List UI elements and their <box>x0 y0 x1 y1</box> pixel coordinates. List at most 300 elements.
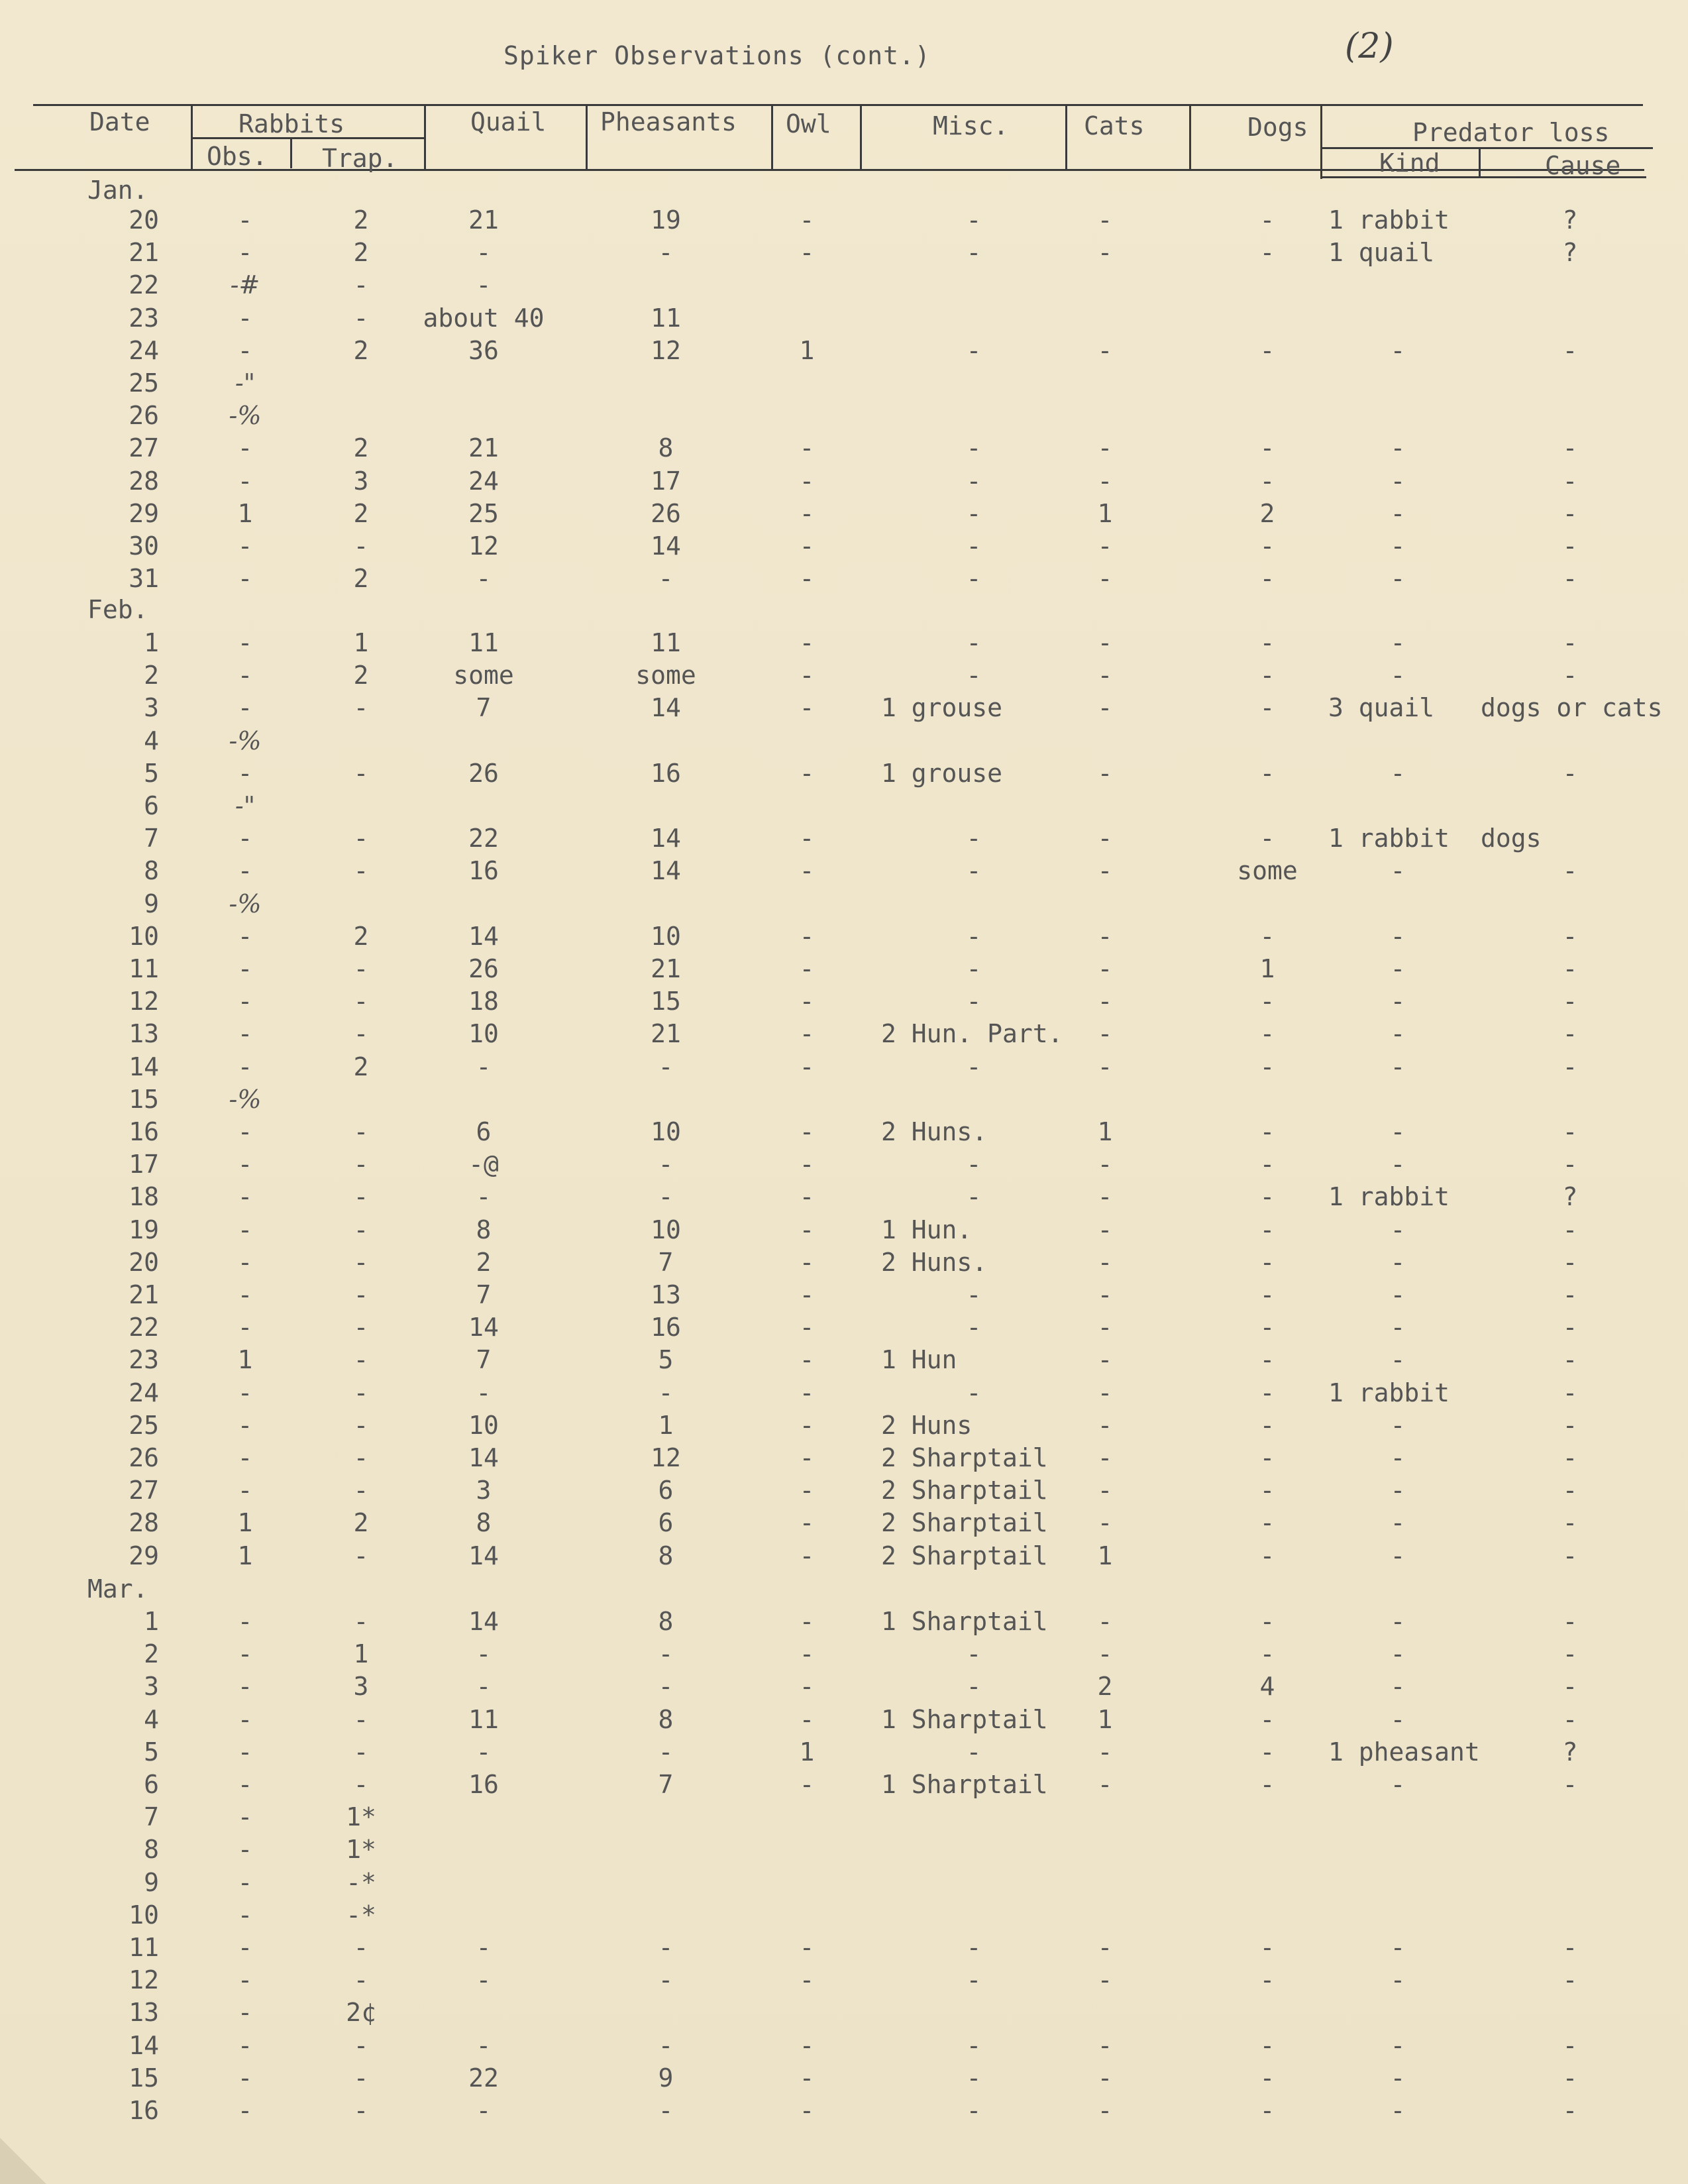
cell-cause: - <box>1562 758 1578 788</box>
cell-quail: - <box>476 1737 492 1767</box>
col-divider-1 <box>191 106 193 170</box>
cell-quail: 18 <box>468 987 499 1016</box>
cell-owl: - <box>799 1215 815 1244</box>
row-date: 25 <box>129 368 159 398</box>
cell-trap: 2 <box>353 661 369 690</box>
cell-dogs: - <box>1259 1443 1275 1472</box>
row-date: 25 <box>129 1410 159 1440</box>
cell-cats: - <box>1097 824 1113 853</box>
cell-owl: - <box>799 1247 815 1277</box>
row-date: 10 <box>129 1900 159 1930</box>
cell-owl: - <box>799 1639 815 1669</box>
cell-trap: - <box>353 1476 369 1505</box>
header-rabbits: Rabbits <box>238 109 345 138</box>
cell-kind: - <box>1390 1313 1406 1342</box>
row-date: 13 <box>129 1998 159 2028</box>
cell-phea: 8 <box>658 433 674 463</box>
cell-quail: - <box>476 238 492 268</box>
cell-trap: -* <box>346 1900 376 1930</box>
cell-phea: - <box>658 1150 674 1179</box>
cell-cause: dogs or cats <box>1481 693 1663 723</box>
cell-dogs: - <box>1259 564 1275 594</box>
cell-phea: 16 <box>651 1313 681 1342</box>
cell-quail: 3 <box>476 1476 492 1505</box>
cell-dogs: - <box>1259 531 1275 561</box>
cell-owl: - <box>799 1965 815 1995</box>
cell-trap: - <box>353 531 369 561</box>
cell-trap: - <box>353 2096 369 2125</box>
cell-phea: 21 <box>651 1019 681 1049</box>
row-date: 4 <box>144 1704 159 1734</box>
col-divider-8 <box>1320 106 1322 179</box>
cell-dogs: - <box>1259 693 1275 723</box>
cell-trap: 2 <box>353 1052 369 1081</box>
cell-cats: - <box>1097 1247 1113 1277</box>
header-kind: Kind <box>1379 148 1440 178</box>
cell-quail: - <box>476 2096 492 2125</box>
cell-kind: - <box>1390 628 1406 657</box>
cell-misc: 1 Sharptail <box>881 1704 1048 1734</box>
cell-kind: 1 rabbit <box>1328 824 1450 853</box>
cell-misc: 2 Hun. Part. <box>881 1019 1063 1049</box>
cell-cause: - <box>1562 1541 1578 1570</box>
cell-misc: - <box>966 1052 982 1081</box>
cell-quail: some <box>453 661 514 690</box>
cell-trap: - <box>353 758 369 788</box>
cell-owl: - <box>799 1117 815 1146</box>
cell-cause: - <box>1562 954 1578 983</box>
row-date: 28 <box>129 466 159 496</box>
cell-cause: - <box>1562 2096 1578 2125</box>
cell-phea: - <box>658 2096 674 2125</box>
row-date: 6 <box>144 1770 159 1799</box>
cell-misc: 1 grouse <box>881 758 1003 788</box>
cell-obs: - <box>237 1117 253 1146</box>
cell-quail: 14 <box>468 1541 499 1570</box>
cell-cats: - <box>1097 1770 1113 1799</box>
row-date: 6 <box>144 791 159 820</box>
cell-phea: 9 <box>658 2063 674 2093</box>
cell-quail: - <box>476 1672 492 1702</box>
cell-phea: 8 <box>658 1704 674 1734</box>
cell-dogs: 4 <box>1259 1672 1275 1702</box>
cell-cats: 1 <box>1097 498 1113 528</box>
header-predator-loss: Predator loss <box>1412 118 1610 147</box>
cell-kind: - <box>1390 1639 1406 1669</box>
cell-misc: - <box>966 466 982 496</box>
cell-misc: - <box>966 1313 982 1342</box>
cell-cause: - <box>1562 1443 1578 1472</box>
cell-trap: - <box>353 1410 369 1440</box>
month-label-mar: Mar. <box>87 1574 148 1604</box>
cell-quail: - <box>476 1052 492 1081</box>
cell-dogs: 1 <box>1259 954 1275 983</box>
cell-obs: -" <box>235 791 256 820</box>
cell-cause: - <box>1562 498 1578 528</box>
cell-cats: - <box>1097 1639 1113 1669</box>
cell-dogs: - <box>1259 1215 1275 1244</box>
cell-kind: - <box>1390 1215 1406 1244</box>
cell-kind: - <box>1390 1019 1406 1049</box>
cell-kind: 1 pheasant <box>1328 1737 1480 1767</box>
cell-obs: - <box>237 1443 253 1472</box>
row-date: 31 <box>129 564 159 594</box>
cell-misc: - <box>966 661 982 690</box>
cell-cause: - <box>1562 1117 1578 1146</box>
cell-phea: 6 <box>658 1476 674 1505</box>
cell-obs: -" <box>235 368 256 398</box>
cell-phea: - <box>658 1933 674 1962</box>
cell-obs: - <box>237 2030 253 2060</box>
row-date: 15 <box>129 1084 159 1114</box>
cell-misc: - <box>966 921 982 951</box>
cell-obs: 1 <box>237 498 253 528</box>
cell-quail: - <box>476 1933 492 1962</box>
header-misc: Misc. <box>933 111 1009 140</box>
cell-obs: - <box>237 433 253 463</box>
cell-dogs: - <box>1259 1313 1275 1342</box>
row-date: 18 <box>129 1182 159 1212</box>
cell-kind: - <box>1390 335 1406 365</box>
row-date: 5 <box>144 1737 159 1767</box>
col-divider-predator-sub <box>1479 148 1481 178</box>
cell-quail: - <box>476 1639 492 1669</box>
cell-dogs: - <box>1259 2096 1275 2125</box>
row-date: 29 <box>129 498 159 528</box>
cell-owl: - <box>799 1182 815 1212</box>
cell-obs: - <box>237 335 253 365</box>
cell-phea: 19 <box>651 205 681 235</box>
cell-obs: - <box>237 1770 253 1799</box>
cell-obs: - <box>237 564 253 594</box>
cell-trap: 2 <box>353 564 369 594</box>
cell-cause: - <box>1562 1965 1578 1995</box>
cell-quail: 7 <box>476 1280 492 1309</box>
cell-trap: 2 <box>353 498 369 528</box>
cell-owl: - <box>799 531 815 561</box>
cell-kind: 1 rabbit <box>1328 205 1450 235</box>
cell-dogs: - <box>1259 628 1275 657</box>
cell-cats: - <box>1097 1313 1113 1342</box>
cell-dogs: - <box>1259 758 1275 788</box>
cell-trap: 1* <box>346 1802 376 1832</box>
cell-cats: 2 <box>1097 1672 1113 1702</box>
header-pheasants: Pheasants <box>600 107 737 136</box>
cell-phea: some <box>635 661 696 690</box>
col-divider-6 <box>1065 106 1067 170</box>
cell-kind: - <box>1390 1965 1406 1995</box>
cell-kind: - <box>1390 1770 1406 1799</box>
cell-owl: - <box>799 205 815 235</box>
cell-quail: -@ <box>468 1150 499 1179</box>
cell-kind: 1 quail <box>1328 238 1435 268</box>
cell-quail: 16 <box>468 1770 499 1799</box>
cell-quail: 12 <box>468 531 499 561</box>
cell-cause: - <box>1562 1508 1578 1538</box>
cell-trap: 3 <box>353 466 369 496</box>
header-cats: Cats <box>1084 111 1145 140</box>
cell-quail: 22 <box>468 2063 499 2093</box>
cell-dogs: - <box>1259 1280 1275 1309</box>
cell-quail: - <box>476 270 492 300</box>
cell-cause: - <box>1562 1672 1578 1702</box>
row-date: 27 <box>129 433 159 463</box>
cell-misc: 1 Sharptail <box>881 1770 1048 1799</box>
cell-trap: -* <box>346 1867 376 1897</box>
cell-trap: - <box>353 1117 369 1146</box>
cell-cause: - <box>1562 1215 1578 1244</box>
cell-trap: - <box>353 1965 369 1995</box>
cell-phea: - <box>658 1052 674 1081</box>
cell-kind: - <box>1390 564 1406 594</box>
cell-kind: - <box>1390 498 1406 528</box>
cell-quail: 14 <box>468 1607 499 1636</box>
col-divider-5 <box>860 106 862 170</box>
cell-misc: - <box>966 1280 982 1309</box>
cell-owl: - <box>799 954 815 983</box>
cell-dogs: - <box>1259 1704 1275 1734</box>
cell-cause: - <box>1562 1313 1578 1342</box>
cell-trap: - <box>353 2063 369 2093</box>
row-date: 7 <box>144 1802 159 1832</box>
cell-misc: - <box>966 1672 982 1702</box>
row-date: 15 <box>129 2063 159 2093</box>
cell-trap: 2 <box>353 1508 369 1538</box>
page-title: Spiker Observations (cont.) <box>503 41 931 70</box>
cell-cats: - <box>1097 954 1113 983</box>
row-date: 20 <box>129 1247 159 1277</box>
row-date: 26 <box>129 401 159 431</box>
header-dogs: Dogs <box>1247 113 1308 142</box>
row-date: 19 <box>129 1215 159 1244</box>
cell-phea: 26 <box>651 498 681 528</box>
cell-misc: - <box>966 1182 982 1212</box>
cell-phea: 8 <box>658 1607 674 1636</box>
cell-quail: 14 <box>468 921 499 951</box>
cell-obs: -% <box>229 726 262 755</box>
cell-owl: - <box>799 466 815 496</box>
cell-cause: - <box>1562 1247 1578 1277</box>
row-date: 22 <box>129 1313 159 1342</box>
cell-misc: - <box>966 1150 982 1179</box>
cell-obs: - <box>237 531 253 561</box>
cell-owl: - <box>799 921 815 951</box>
row-date: 8 <box>144 856 159 886</box>
cell-trap: - <box>353 1933 369 1962</box>
cell-kind: - <box>1390 954 1406 983</box>
cell-quail: - <box>476 2030 492 2060</box>
cell-trap: 2 <box>353 335 369 365</box>
cell-owl: - <box>799 1280 815 1309</box>
cell-cats: - <box>1097 238 1113 268</box>
cell-cats: - <box>1097 1737 1113 1767</box>
cell-owl: - <box>799 1150 815 1179</box>
cell-obs: - <box>237 1704 253 1734</box>
cell-quail: 11 <box>468 1704 499 1734</box>
cell-kind: - <box>1390 1508 1406 1538</box>
cell-trap: - <box>353 1737 369 1767</box>
cell-phea: 7 <box>658 1247 674 1277</box>
cell-trap: - <box>353 987 369 1016</box>
cell-misc: - <box>966 498 982 528</box>
cell-obs: - <box>237 954 253 983</box>
cell-cats: - <box>1097 2096 1113 2125</box>
cell-obs: - <box>237 693 253 723</box>
cell-quail: 26 <box>468 954 499 983</box>
cell-phea: 12 <box>651 335 681 365</box>
cell-trap: - <box>353 1607 369 1636</box>
cell-cause: - <box>1562 1704 1578 1734</box>
col-divider-3 <box>586 106 588 170</box>
cell-phea: - <box>658 238 674 268</box>
cell-misc: - <box>966 987 982 1016</box>
cell-kind: - <box>1390 1933 1406 1962</box>
cell-trap: 3 <box>353 1672 369 1702</box>
cell-owl: - <box>799 1933 815 1962</box>
row-date: 29 <box>129 1541 159 1570</box>
cell-dogs: some <box>1237 856 1298 886</box>
cell-kind: 1 rabbit <box>1328 1182 1450 1212</box>
cell-cats: - <box>1097 693 1113 723</box>
cell-obs: - <box>237 856 253 886</box>
cell-dogs: 2 <box>1259 498 1275 528</box>
cell-misc: - <box>966 1737 982 1767</box>
cell-trap: - <box>353 1770 369 1799</box>
cell-trap: - <box>353 856 369 886</box>
cell-obs: - <box>237 1378 253 1407</box>
row-date: 10 <box>129 921 159 951</box>
cell-kind: - <box>1390 531 1406 561</box>
cell-dogs: - <box>1259 2063 1275 2093</box>
cell-misc: - <box>966 2063 982 2093</box>
cell-owl: - <box>799 1410 815 1440</box>
cell-phea: 13 <box>651 1280 681 1309</box>
cell-cats: - <box>1097 1443 1113 1472</box>
cell-kind: - <box>1390 1150 1406 1179</box>
cell-obs: - <box>237 1476 253 1505</box>
cell-misc: 2 Sharptail <box>881 1508 1048 1538</box>
cell-cats: - <box>1097 433 1113 463</box>
row-date: 26 <box>129 1443 159 1472</box>
cell-phea: 14 <box>651 856 681 886</box>
cell-quail: 7 <box>476 693 492 723</box>
cell-kind: 3 quail <box>1328 693 1435 723</box>
cell-cats: 1 <box>1097 1117 1113 1146</box>
cell-quail: 26 <box>468 758 499 788</box>
cell-kind: - <box>1390 987 1406 1016</box>
cell-phea: - <box>658 1672 674 1702</box>
cell-cats: - <box>1097 1410 1113 1440</box>
cell-kind: - <box>1390 1345 1406 1375</box>
cell-quail: - <box>476 1965 492 1995</box>
cell-cats: - <box>1097 1150 1113 1179</box>
cell-trap: 1 <box>353 628 369 657</box>
cell-quail: - <box>476 1378 492 1407</box>
cell-misc: - <box>966 954 982 983</box>
cell-owl: - <box>799 564 815 594</box>
cell-cause: - <box>1562 661 1578 690</box>
cell-dogs: - <box>1259 1247 1275 1277</box>
cell-phea: 17 <box>651 466 681 496</box>
cell-phea: 14 <box>651 824 681 853</box>
row-date: 4 <box>144 726 159 755</box>
month-label-feb: Feb. <box>87 595 148 624</box>
cell-cats: 1 <box>1097 1704 1113 1734</box>
cell-kind: - <box>1390 466 1406 496</box>
cell-trap: - <box>353 270 369 300</box>
cell-cause: - <box>1562 2030 1578 2060</box>
cell-misc: 1 grouse <box>881 693 1003 723</box>
cell-trap: 2 <box>353 433 369 463</box>
cell-obs: - <box>237 303 253 333</box>
cell-quail: 2 <box>476 1247 492 1277</box>
cell-obs: - <box>237 1639 253 1669</box>
cell-misc: - <box>966 433 982 463</box>
cell-cats: - <box>1097 205 1113 235</box>
cell-trap: - <box>353 1345 369 1375</box>
cell-obs: 1 <box>237 1508 253 1538</box>
cell-quail: 16 <box>468 856 499 886</box>
cell-kind: - <box>1390 1443 1406 1472</box>
cell-phea: 14 <box>651 531 681 561</box>
cell-quail: - <box>476 1182 492 1212</box>
cell-obs: - <box>237 1247 253 1277</box>
cell-phea: 10 <box>651 1215 681 1244</box>
cell-trap: - <box>353 1443 369 1472</box>
cell-misc: - <box>966 238 982 268</box>
cell-trap: 1 <box>353 1639 369 1669</box>
header-rabbits-obs: Obs. <box>207 142 268 171</box>
cell-kind: - <box>1390 856 1406 886</box>
row-date: 5 <box>144 758 159 788</box>
cell-cause: - <box>1562 1280 1578 1309</box>
col-divider-2 <box>424 106 426 170</box>
cell-misc: - <box>966 564 982 594</box>
row-date: 12 <box>129 987 159 1016</box>
cell-cause: - <box>1562 1476 1578 1505</box>
cell-owl: - <box>799 1052 815 1081</box>
cell-quail: about 40 <box>423 303 545 333</box>
cell-obs: - <box>237 1019 253 1049</box>
header-cause: Cause <box>1545 151 1621 180</box>
cell-cause: ? <box>1562 1737 1578 1767</box>
row-date: 27 <box>129 1476 159 1505</box>
cell-cause: - <box>1562 335 1578 365</box>
cell-cause: - <box>1562 628 1578 657</box>
cell-obs: 1 <box>237 1541 253 1570</box>
cell-trap: - <box>353 2030 369 2060</box>
cell-dogs: - <box>1259 335 1275 365</box>
cell-phea: - <box>658 1965 674 1995</box>
cell-misc: - <box>966 2096 982 2125</box>
cell-owl: - <box>799 1770 815 1799</box>
cell-cause: - <box>1562 564 1578 594</box>
cell-quail: 14 <box>468 1313 499 1342</box>
row-date: 1 <box>144 628 159 657</box>
cell-cats: - <box>1097 1182 1113 1212</box>
cell-owl: - <box>799 2030 815 2060</box>
cell-cats: - <box>1097 1052 1113 1081</box>
cell-quail: 24 <box>468 466 499 496</box>
cell-trap: 2 <box>353 205 369 235</box>
header-date: Date <box>89 107 150 136</box>
cell-misc: - <box>966 531 982 561</box>
cell-owl: - <box>799 661 815 690</box>
cell-quail: 10 <box>468 1410 499 1440</box>
cell-cats: - <box>1097 531 1113 561</box>
cell-dogs: - <box>1259 1476 1275 1505</box>
cell-obs: - <box>237 466 253 496</box>
